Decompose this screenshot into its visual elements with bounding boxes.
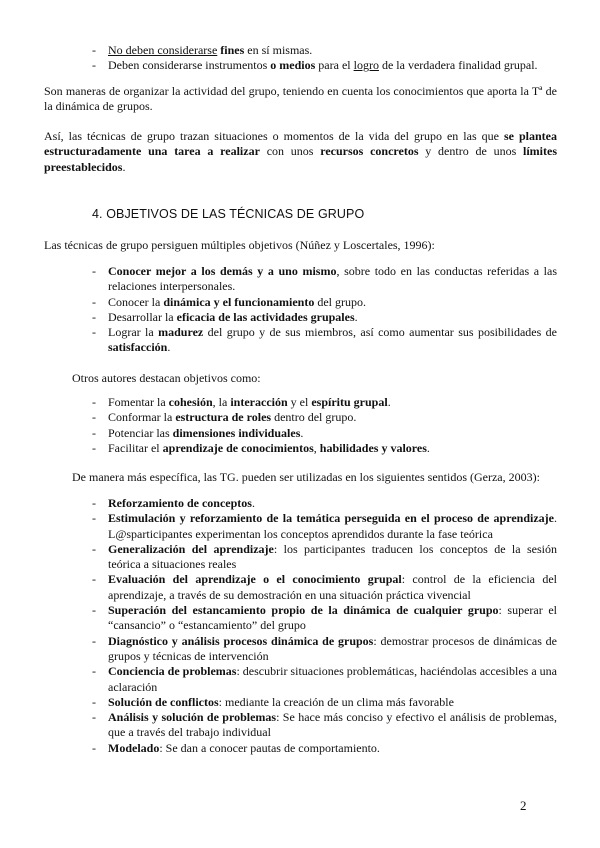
list-item: - Conocer mejor a los demás y a uno mismo, sobre todo en las conductas referidas a las relaciones interpersonales. xyxy=(0,264,557,295)
others-list xyxy=(0,395,557,456)
list-item: - Reforzamiento de conceptos. xyxy=(0,496,557,511)
specific-intro: De manera más específica, las TG. pueden ser utilizadas en los siguientes sentidos (Gerza, 2003): xyxy=(72,470,540,484)
objectives-intro: Las técnicas de grupo persiguen múltiples objetivos (Núñez y Loscertales, 1996): xyxy=(44,238,435,252)
list-item: - Diagnóstico y análisis procesos dinámica de grupos: demostrar procesos de dinámicas de grupos y técnicas de intervención xyxy=(0,634,557,665)
section-heading: 4. OBJETIVOS DE LAS TÉCNICAS DE GRUPO xyxy=(92,207,365,221)
paragraph-techniques: Son maneras de organizar la actividad del grupo, teniendo en cuenta los conocimientos que aporta la Tª de la dinámica de grupos. xyxy=(44,84,557,114)
others-intro: Otros autores destacan objetivos como: xyxy=(72,371,261,385)
list-item: - Generalización del aprendizaje: los participantes traducen los conceptos de la sesión teórica a situaciones reales xyxy=(0,542,557,573)
list-item: - Desarrollar la eficacia de las actividades grupales. xyxy=(0,310,557,325)
list-item: - No deben considerarse fines en sí mismas. xyxy=(0,43,557,58)
list-item: - Evaluación del aprendizaje o el conocimiento grupal: control de la eficiencia del aprendizaje, a través de su demostración en una situación práctica vivencial xyxy=(0,572,557,603)
list-item: - Análisis y solución de problemas: Se hace más conciso y efectivo el análisis de problemas, que a través del trabajo individual xyxy=(0,710,557,741)
list-item: - Fomentar la cohesión, la interacción y el espíritu grupal. xyxy=(0,395,557,410)
objectives-list xyxy=(0,264,557,356)
list-item: - Conciencia de problemas: descubrir situaciones problemáticas, haciéndolas accesibles a una aclaración xyxy=(0,664,557,695)
top-list xyxy=(0,43,557,74)
list-item: - Modelado: Se dan a conocer pautas de comportamiento. xyxy=(0,741,557,756)
list-item: - Estimulación y reforzamiento de la temática perseguida en el proceso de aprendizaje. L@sparticipantes experimentan los conceptos aprendidos durante la fase teórica xyxy=(0,511,557,542)
list-item: - Potenciar las dimensiones individuales. xyxy=(0,426,557,441)
list-item: - Facilitar el aprendizaje de conocimientos, habilidades y valores. xyxy=(0,441,557,456)
paragraph-situations: Así, las técnicas de grupo trazan situaciones o momentos de la vida del grupo en las que se plantea estructuradamente una tarea a realizar con unos recursos concretos y dentro de unos límites preestablecidos. xyxy=(44,129,558,174)
list-item: - Conocer la dinámica y el funcionamiento del grupo. xyxy=(0,295,557,310)
page-number: 2 xyxy=(520,798,527,813)
specific-list xyxy=(0,496,557,756)
list-item: - Superación del estancamiento propio de la dinámica de cualquier grupo: superar el “cansancio” o “estancamiento” del grupo xyxy=(0,603,557,634)
list-item: - Lograr la madurez del grupo y de sus miembros, así como aumentar sus posibilidades de satisfacción. xyxy=(0,325,557,356)
list-item: - Solución de conflictos: mediante la creación de un clima más favorable xyxy=(0,695,557,710)
list-item: - Conformar la estructura de roles dentro del grupo. xyxy=(0,410,557,425)
list-item: - Deben considerarse instrumentos o medios para el logro de la verdadera finalidad grupal. xyxy=(0,58,557,73)
